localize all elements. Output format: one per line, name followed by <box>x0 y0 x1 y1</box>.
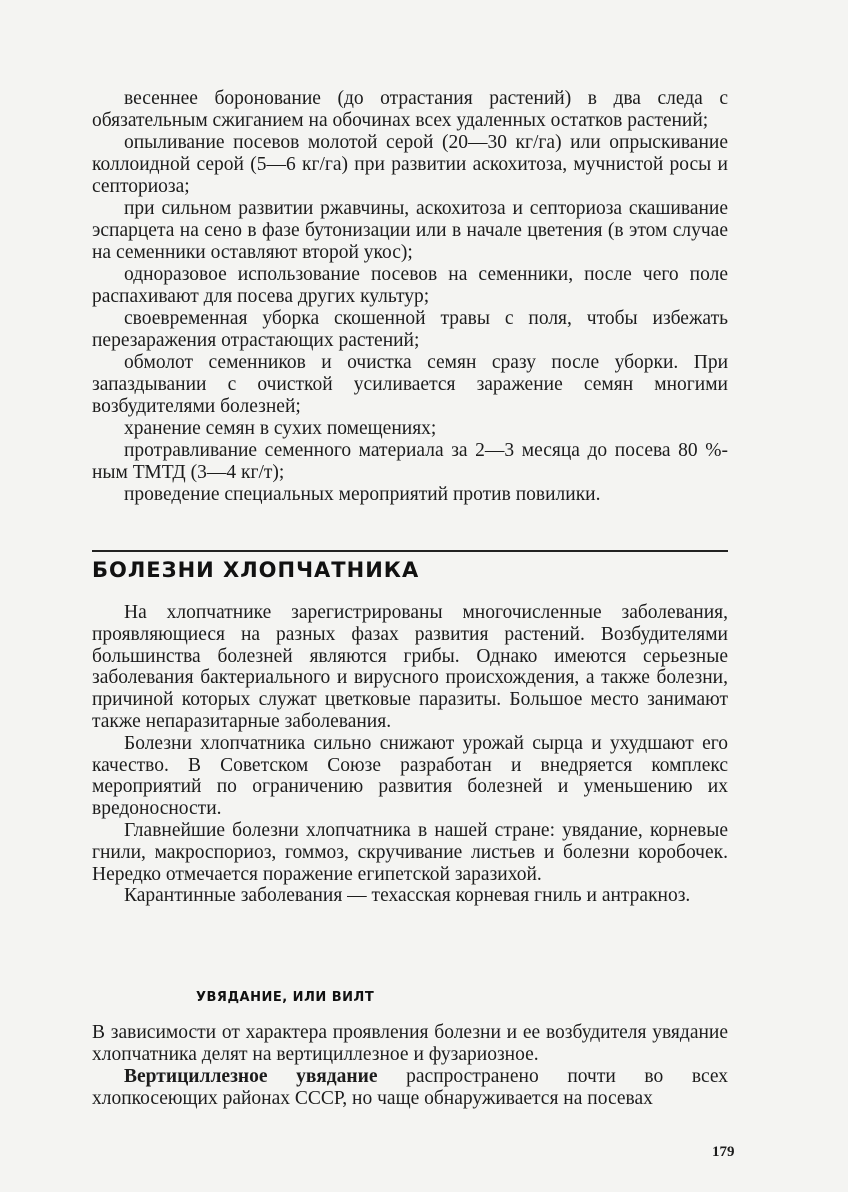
body-paragraph: Болезни хлопчатника сильно снижают урожай сырца и ухудшают его качество. В Советском Союзе разработан и внедряется комплекс мероприятий по ограничению развития болезней и уменьшению их вредоносности. <box>92 732 728 820</box>
control-measures-list <box>92 88 728 506</box>
list-item: обмолот семенников и очистка семян сразу после уборки. При запаздывании с очисткой усиливается заражение семян многими возбудителями болезней; <box>92 352 728 417</box>
body-paragraph: В зависимости от характера проявления болезни и ее возбудителя увядание хлопчатника делят на вертициллезное и фузариозное. <box>92 1022 728 1065</box>
subsection-title: УВЯДАНИЕ, ИЛИ ВИЛТ <box>196 990 375 1005</box>
list-item: одноразовое использование посевов на семенники, после чего поле распахивают для посева других культур; <box>92 264 728 307</box>
body-paragraph: Главнейшие болезни хлопчатника в нашей стране: увядание, корневые гнили, макроспориоз, гоммоз, скручивание листьев и болезни коробочек. Нередко отмечается поражение египетской заразихой. <box>92 819 728 885</box>
page-number: 179 <box>712 1144 735 1160</box>
body-paragraph: Карантинные заболевания — техасская корневая гниль и антракноз. <box>124 885 691 907</box>
list-item: опыливание посевов молотой серой (20—30 кг/га) или опрыскивание коллоидной серой (5—6 кг/га) при развитии аскохитоза, мучнистой росы и септориоза; <box>92 132 728 197</box>
subsection-body <box>92 1022 728 1110</box>
list-item: при сильном развитии ржавчины, аскохитоза и септориоза скашивание эспарцета на сено в фазе бутонизации или в начале цветения (в этом случае на семенники оставляют второй укос); <box>92 198 728 263</box>
list-item: хранение семян в сухих помещениях; <box>124 418 437 439</box>
list-item: проведение специальных мероприятий против повилики. <box>124 484 601 505</box>
list-item: весеннее боронование (до отрастания растений) в два следа с обязательным сжиганием на обочинах всех удаленных остатков растений; <box>92 88 728 131</box>
body-paragraph: На хлопчатнике зарегистрированы многочисленные заболевания, проявляющиеся на разных фазах развития растений. Возбудителями большинства болезней являются грибы. Однако имеются серьезные заболевания бактериального и вирусного происхождения, а также болезни, причиной которых служат цветковые паразиты. Большое место занимают также непаразитарные заболевания. <box>92 602 728 732</box>
paragraph-text: распространено почти во всех хлопкосеющих районах СССР, но чаще обнаруживается на посевах <box>92 1066 729 1109</box>
list-item: своевременная уборка скошенной травы с поля, чтобы избежать перезаражения отрастающих растений; <box>92 308 728 351</box>
bold-term: Вертициллезное увядание <box>124 1066 378 1087</box>
list-item: протравливание семенного материала за 2—3 месяца до посева 80 %-ным ТМТД (3—4 кг/т); <box>92 440 728 483</box>
section-title: БОЛЕЗНИ ХЛОПЧАТНИКА <box>92 558 420 582</box>
body-paragraph <box>92 1066 728 1110</box>
section-divider <box>92 550 728 552</box>
section-body <box>92 602 728 907</box>
